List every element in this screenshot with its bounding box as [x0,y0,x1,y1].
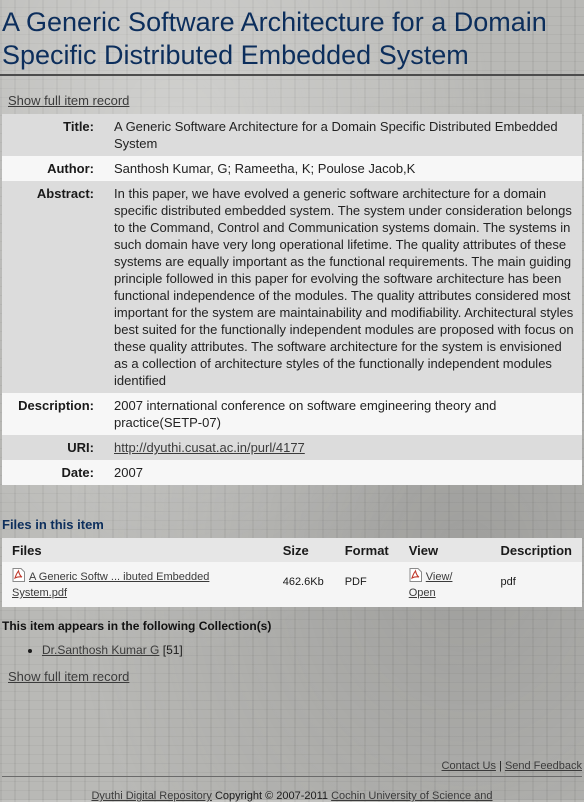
file-format-cell: PDF [335,562,399,607]
page-title: A Generic Software Architecture for a Domain Specific Distributed Embedded System [0,0,584,76]
footer-links [2,760,582,777]
file-size-cell: 462.6Kb [273,562,335,607]
view-col-header: View [399,538,491,562]
show-full-record-row [0,76,584,108]
abstract-label: Abstract: [2,181,108,393]
show-full-record-row-bottom [0,657,584,684]
copyright-text: Copyright © 2007-2011 [214,790,329,802]
format-col-header: Format [335,538,399,562]
uri-label: URI: [2,435,108,460]
footer-copyright [0,790,584,802]
pdf-icon [409,568,422,582]
title-value: A Generic Software Architecture for a Domain Specific Distributed Embedded System [108,114,582,156]
footer-separator: | [499,760,502,772]
table-row [2,562,582,607]
date-value: 2007 [108,460,582,485]
files-col-header: Files [2,538,273,562]
description-label: Description: [2,393,108,435]
title-label: Title: [2,114,108,156]
university-link[interactable]: Cochin University of Science and [331,790,493,802]
send-feedback-link[interactable]: Send Feedback [504,760,582,772]
metadata-row-abstract [2,181,582,393]
metadata-row-title [2,114,582,156]
pdf-icon [12,568,25,582]
file-name-cell [2,562,273,607]
repository-link[interactable]: Dyuthi Digital Repository [91,790,212,802]
files-table [2,538,582,607]
metadata-row-uri [2,435,582,460]
file-description-cell: pdf [490,562,582,607]
collection-link[interactable]: Dr.Santhosh Kumar G [42,643,160,657]
size-col-header: Size [273,538,335,562]
author-value: Santhosh Kumar, G; Rameetha, K; Poulose Jacob,K [108,156,582,181]
collections-heading: This item appears in the following Collection(s) [2,619,272,633]
file-name-link[interactable]: A Generic Softw ... ibuted Embedded System.pdf [12,571,210,599]
list-item [42,643,584,657]
show-full-record-link[interactable]: Show full item record [8,93,130,108]
files-heading: Files in this item [2,517,104,532]
metadata-table [2,114,582,485]
uri-cell [108,435,582,460]
contact-us-link[interactable]: Contact Us [441,760,496,772]
metadata-row-author [2,156,582,181]
uri-link[interactable]: http://dyuthi.cusat.ac.in/purl/4177 [114,440,305,455]
description-col-header: Description [490,538,582,562]
view-open-link[interactable]: View/ Open [408,571,453,599]
metadata-row-description [2,393,582,435]
author-label: Author: [2,156,108,181]
file-view-cell [399,562,491,607]
collection-count: [51] [162,643,183,657]
metadata-row-date [2,460,582,485]
files-header-row [2,538,582,562]
date-label: Date: [2,460,108,485]
collections-list [0,643,584,657]
show-full-record-link-bottom[interactable]: Show full item record [8,669,130,684]
description-value: 2007 international conference on software emgineering theory and practice(SETP-07) [108,393,582,435]
abstract-value: In this paper, we have evolved a generic software architecture for a domain specific distributed embedded system. The system under consideration belongs to the Command, Control and Communication systems domain. The systems in such domain have very long operational lifetime. The quality attributes of these systems are equally important as the functional requirements. The main guiding principle followed in this paper for evolving the software architecture has been functional independence of the modules. The quality attributes considered most important for the system are maintainability and modifiability. Architectural styles best suited for the functionally independent modules are proposed with focus on these quality attributes. The software architecture for the system is envisioned as a collection of architecture styles of the functionally independent modules identified [108,181,582,393]
